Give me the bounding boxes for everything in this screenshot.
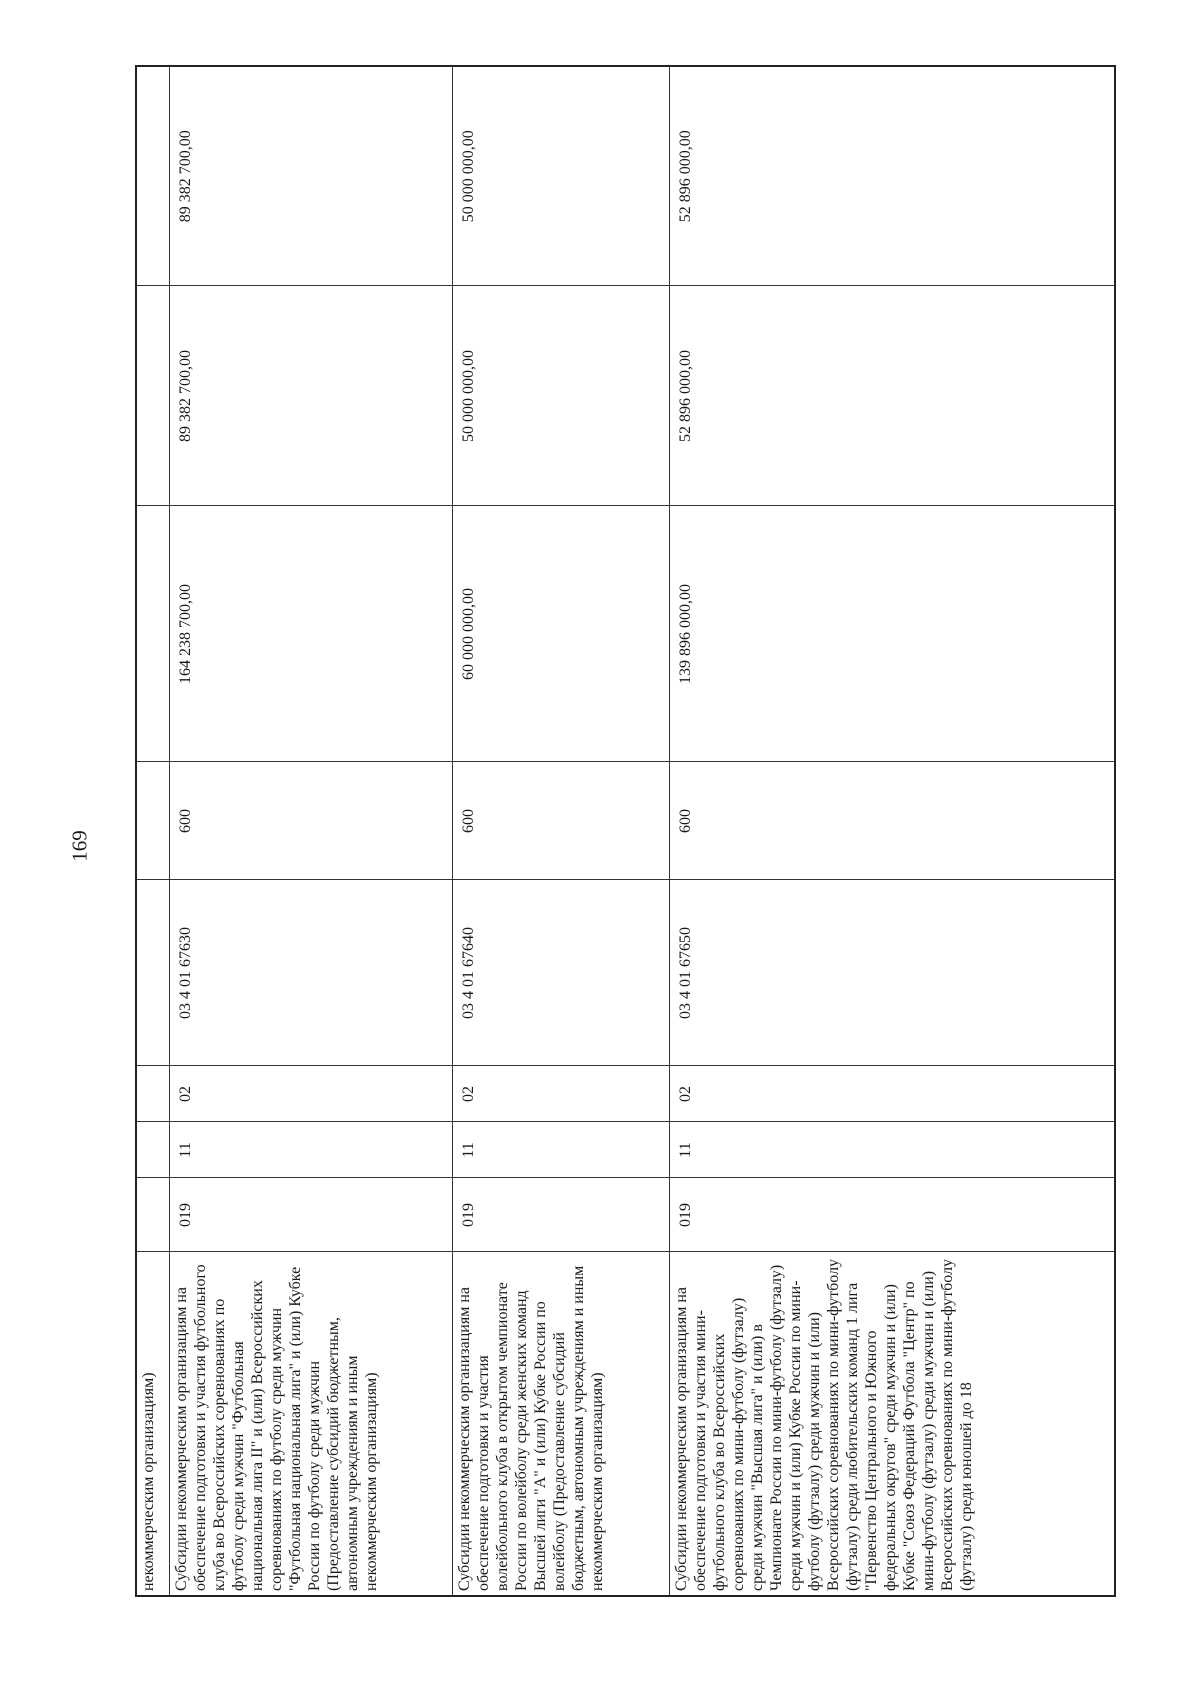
amount-2: 89 382 700,00 <box>170 286 453 506</box>
amount-1: 164 238 700,00 <box>170 506 453 762</box>
page-number: 169 <box>67 830 92 862</box>
budget-table <box>135 65 1116 1597</box>
row-description: Субсидии некоммерческим организациям на обеспечение подготовки и участия футбольного клуба во Всероссийских соревнованиях по футболу среди мужчин "Футбольная национальная лига II" и (или) Всероссийских соревнованиях по футболу среди мужчин "Футбольная национальная лига" и (или) Кубке России по футболу среди мужчин (Предоставление субсидий бюджетным, автономным учреждениям и иным некоммерческим организациям) <box>170 1252 453 1596</box>
table-header-row <box>136 66 170 1596</box>
amount-3: 89 382 700,00 <box>170 66 453 286</box>
header-description-cell: некоммерческим организациям) <box>136 1252 170 1596</box>
empty-cell <box>136 506 170 762</box>
table-row <box>453 66 670 1596</box>
table-row <box>170 66 453 1596</box>
section-code: 11 <box>453 1122 670 1178</box>
subsection-code: 02 <box>670 1066 1116 1122</box>
target-code: 03 4 01 67650 <box>670 880 1116 1066</box>
subsection-code: 02 <box>170 1066 453 1122</box>
amount-3: 52 896 000,00 <box>670 66 1116 286</box>
amount-1: 139 896 000,00 <box>670 506 1116 762</box>
expense-type-code: 600 <box>670 762 1116 880</box>
section-code: 11 <box>670 1122 1116 1178</box>
empty-cell <box>136 1122 170 1178</box>
empty-cell <box>136 286 170 506</box>
target-code: 03 4 01 67640 <box>453 880 670 1066</box>
ministry-code: 019 <box>670 1178 1116 1252</box>
amount-3: 50 000 000,00 <box>453 66 670 286</box>
row-description: Субсидии некоммерческим организациям на обеспечение подготовки и участия волейбольного клуба в открытом чемпионате России по волейболу среди женских команд Высшей лиги "А" и (или) Кубке России по волейболу (Предоставление субсидий бюджетным, автономным учреждениям и иным некоммерческим организациям) <box>453 1252 670 1596</box>
subsection-code: 02 <box>453 1066 670 1122</box>
empty-cell <box>136 762 170 880</box>
empty-cell <box>136 1066 170 1122</box>
empty-cell <box>136 880 170 1066</box>
ministry-code: 019 <box>170 1178 453 1252</box>
amount-1: 60 000 000,00 <box>453 506 670 762</box>
empty-cell <box>136 66 170 286</box>
amount-2: 52 896 000,00 <box>670 286 1116 506</box>
expense-type-code: 600 <box>170 762 453 880</box>
target-code: 03 4 01 67630 <box>170 880 453 1066</box>
amount-2: 50 000 000,00 <box>453 286 670 506</box>
table-row <box>670 66 1116 1596</box>
budget-table-rotated <box>135 67 1085 1597</box>
section-code: 11 <box>170 1122 453 1178</box>
empty-cell <box>136 1178 170 1252</box>
expense-type-code: 600 <box>453 762 670 880</box>
ministry-code: 019 <box>453 1178 670 1252</box>
row-description: Субсидии некоммерческим организациям на обеспечение подготовки и участия мини-футбольного клуба во Всероссийских соревнованиях по мини-футболу (футзалу) среди мужчин "Высшая лига" и (или) в Чемпионате России по мини-футболу (футзалу) среди мужчин и (или) Кубке России по мини-футболу (футзалу) среди мужчин и (или) Всероссийских соревнованиях по мини-футболу (футзалу) среди любительских команд 1 лига "Первенство Центрального и Южного федеральных округов" среди мужчин и (или) Кубке "Союз Федераций Футбола "Центр" по мини-футболу (футзалу) среди мужчин и (или) Всероссийских соревнованиях по мини-футболу (футзалу) среди юношей до 18 <box>670 1252 1116 1596</box>
